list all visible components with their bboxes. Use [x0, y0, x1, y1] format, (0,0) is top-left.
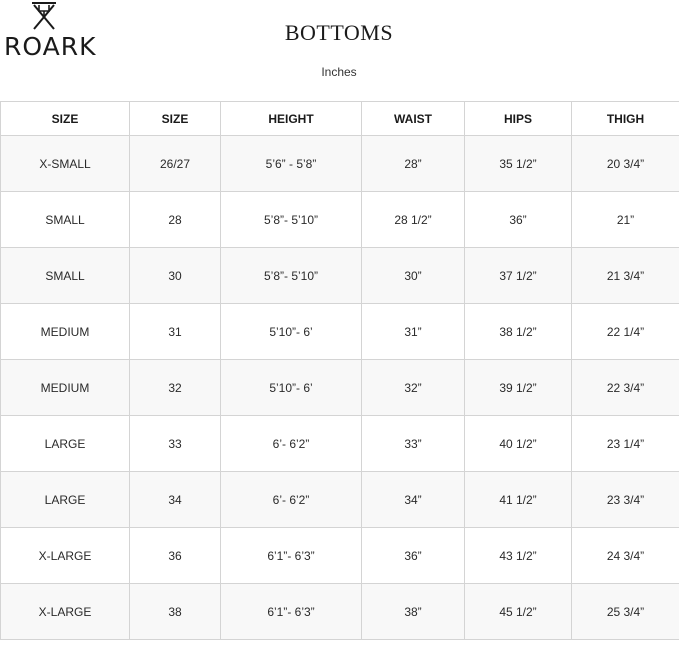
table-cell-thigh: 22 3/4” — [572, 360, 679, 416]
roark-crossed-mark-icon — [30, 0, 58, 30]
column-header-hips: HIPS — [465, 102, 572, 136]
table-cell-waist: 28” — [362, 136, 465, 192]
table-cell-height: 6’- 6’2” — [221, 416, 362, 472]
column-header-size-label: SIZE — [1, 102, 130, 136]
table-cell-waist: 38” — [362, 584, 465, 640]
table-row — [1, 304, 679, 360]
table-cell-hips: 36” — [465, 192, 572, 248]
table-row — [1, 248, 679, 304]
table-cell-hips: 45 1/2” — [465, 584, 572, 640]
table-cell-thigh: 25 3/4” — [572, 584, 679, 640]
table-cell-size-label: MEDIUM — [1, 360, 130, 416]
table-cell-size-label: X-LARGE — [1, 584, 130, 640]
table-cell-hips: 38 1/2” — [465, 304, 572, 360]
table-cell-waist: 28 1/2” — [362, 192, 465, 248]
table-cell-height: 5’10”- 6’ — [221, 304, 362, 360]
table-cell-waist: 30” — [362, 248, 465, 304]
column-header-size-number: SIZE — [130, 102, 221, 136]
table-cell-height: 5’6” - 5’8” — [221, 136, 362, 192]
table-cell-size-number: 32 — [130, 360, 221, 416]
table-cell-thigh: 24 3/4” — [572, 528, 679, 584]
table-cell-thigh: 20 3/4” — [572, 136, 679, 192]
page-title: BOTTOMS — [284, 20, 394, 45]
table-row — [1, 192, 679, 248]
table-row — [1, 584, 679, 640]
table-cell-height: 5’8”- 5’10” — [221, 248, 362, 304]
table-cell-hips: 37 1/2” — [465, 248, 572, 304]
column-header-height: HEIGHT — [221, 102, 362, 136]
table-cell-hips: 41 1/2” — [465, 472, 572, 528]
table-cell-hips: 40 1/2” — [465, 416, 572, 472]
table-cell-size-number: 33 — [130, 416, 221, 472]
table-cell-thigh: 21 3/4” — [572, 248, 679, 304]
table-cell-size-label: LARGE — [1, 472, 130, 528]
table-row — [1, 136, 679, 192]
brand-logo — [4, 0, 97, 64]
table-cell-waist: 33” — [362, 416, 465, 472]
table-cell-hips: 35 1/2” — [465, 136, 572, 192]
table-cell-size-number: 34 — [130, 472, 221, 528]
units-label: Inches — [321, 65, 357, 79]
table-cell-waist: 32” — [362, 360, 465, 416]
table-cell-height: 6’- 6’2” — [221, 472, 362, 528]
size-chart-table — [0, 101, 679, 640]
table-cell-size-label: LARGE — [1, 416, 130, 472]
table-cell-size-number: 30 — [130, 248, 221, 304]
table-cell-hips: 39 1/2” — [465, 360, 572, 416]
table-cell-height: 5’8”- 5’10” — [221, 192, 362, 248]
table-header-row — [1, 102, 679, 136]
table-cell-height: 6’1”- 6’3” — [221, 528, 362, 584]
table-cell-size-label: SMALL — [1, 248, 130, 304]
table-cell-thigh: 21” — [572, 192, 679, 248]
table-cell-size-label: X-SMALL — [1, 136, 130, 192]
table-cell-size-number: 28 — [130, 192, 221, 248]
table-cell-size-number: 31 — [130, 304, 221, 360]
table-cell-waist: 36” — [362, 528, 465, 584]
column-header-thigh: THIGH — [572, 102, 679, 136]
table-cell-waist: 31” — [362, 304, 465, 360]
table-cell-hips: 43 1/2” — [465, 528, 572, 584]
table-cell-thigh: 23 1/4” — [572, 416, 679, 472]
table-body — [1, 136, 679, 640]
brand-logo-text: ROARK — [4, 32, 97, 61]
table-cell-size-label: MEDIUM — [1, 304, 130, 360]
table-cell-size-label: X-LARGE — [1, 528, 130, 584]
table-cell-waist: 34” — [362, 472, 465, 528]
table-row — [1, 416, 679, 472]
table-cell-size-label: SMALL — [1, 192, 130, 248]
table-cell-size-number: 36 — [130, 528, 221, 584]
table-cell-size-number: 26/27 — [130, 136, 221, 192]
column-header-waist: WAIST — [362, 102, 465, 136]
table-row — [1, 472, 679, 528]
table-cell-height: 5’10”- 6’ — [221, 360, 362, 416]
table-row — [1, 360, 679, 416]
table-cell-thigh: 22 1/4” — [572, 304, 679, 360]
table-cell-size-number: 38 — [130, 584, 221, 640]
table-row — [1, 528, 679, 584]
table-cell-height: 6’1”- 6’3” — [221, 584, 362, 640]
table-cell-thigh: 23 3/4” — [572, 472, 679, 528]
